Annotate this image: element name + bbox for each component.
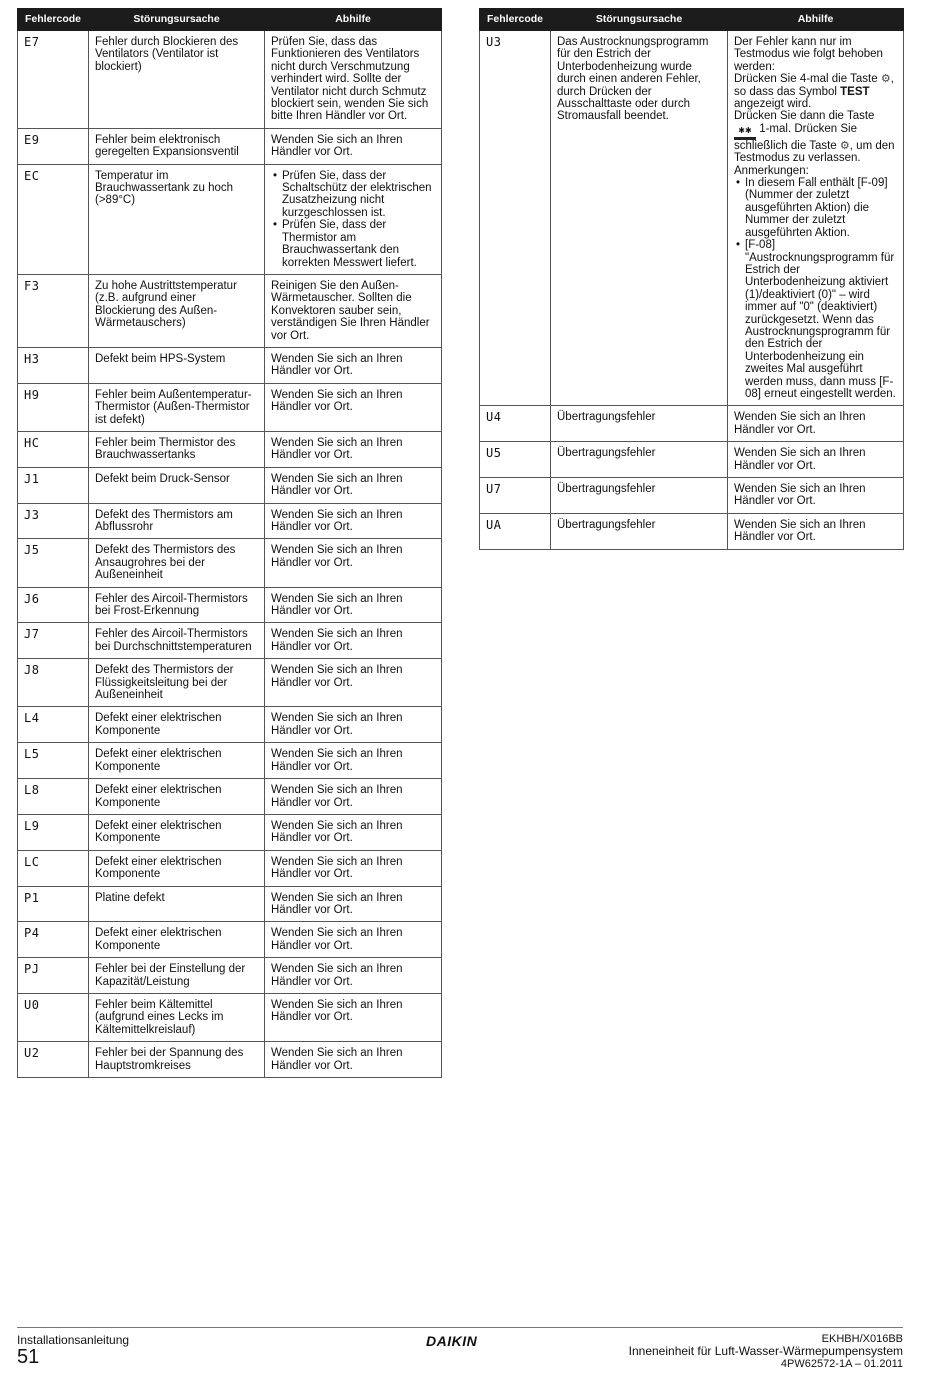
table-row (18, 347, 442, 383)
error-code: L4 (18, 707, 89, 743)
error-cause: Fehler des Aircoil-Thermistors bei Frost-Erkennung (89, 587, 265, 623)
error-code: P4 (18, 922, 89, 958)
header-fehlercode: Fehlercode (480, 9, 551, 31)
error-code: P1 (18, 886, 89, 922)
wrench-icon: ⚙ (880, 73, 891, 86)
table-row (18, 623, 442, 659)
footer-product: Inneneinheit für Luft-Wasser-Wärmepumpensystem (628, 1344, 903, 1358)
error-remedy: Reinigen Sie den Außen-Wärmetauscher. Sollten die Konvektoren sauber sein, verständigen Sie Ihren Händler vor Ort. (265, 274, 442, 347)
header-abhilfe: Abhilfe (728, 9, 904, 31)
table-row (18, 31, 442, 129)
error-cause: Defekt beim HPS-System (89, 347, 265, 383)
error-cause: Fehler beim Außentemperatur-Thermistor (Außen-Thermistor ist defekt) (89, 383, 265, 431)
remedy-list (271, 170, 435, 269)
table-row (18, 850, 442, 886)
error-code: U5 (480, 442, 551, 478)
error-remedy: Wenden Sie sich an Ihren Händler vor Ort. (265, 886, 442, 922)
header-fehlercode: Fehlercode (18, 9, 89, 31)
error-cause: Defekt des Thermistors am Abflussrohr (89, 503, 265, 539)
error-remedy: Wenden Sie sich an Ihren Händler vor Ort. (265, 347, 442, 383)
error-remedy: Wenden Sie sich an Ihren Händler vor Ort. (265, 1042, 442, 1078)
error-remedy: Wenden Sie sich an Ihren Händler vor Ort. (265, 383, 442, 431)
error-remedy: Wenden Sie sich an Ihren Händler vor Ort. (265, 128, 442, 164)
u3-notes-list (734, 177, 897, 400)
u3-step-press4 (734, 73, 897, 110)
table-row (18, 958, 442, 994)
table-row (18, 503, 442, 539)
error-table-right (479, 8, 904, 550)
error-cause: Fehler bei der Einstellung der Kapazität/Leistung (89, 958, 265, 994)
error-code: L9 (18, 814, 89, 850)
table-row (18, 659, 442, 707)
error-code: U2 (18, 1042, 89, 1078)
error-cause: Übertragungsfehler (551, 406, 728, 442)
error-remedy: Wenden Sie sich an Ihren Händler vor Ort. (265, 743, 442, 779)
table-row (18, 779, 442, 815)
error-code: J8 (18, 659, 89, 707)
table-row (480, 478, 904, 514)
error-remedy: Wenden Sie sich an Ihren Händler vor Ort. (265, 659, 442, 707)
u3-notes-label: Anmerkungen: (734, 164, 809, 177)
footer-model: EKHBH/X016BB (821, 1333, 903, 1345)
error-cause: Fehler des Aircoil-Thermistors bei Durchschnittstemperaturen (89, 623, 265, 659)
error-code: F3 (18, 274, 89, 347)
error-code: J1 (18, 467, 89, 503)
error-code: J3 (18, 503, 89, 539)
u3-press4-end: angezeigt wird. (734, 98, 812, 111)
daikin-logo: DAIKIN (426, 1333, 478, 1349)
error-cause: Fehler beim Kältemittel (aufgrund eines Lecks im Kältemittelkreislauf) (89, 993, 265, 1041)
table-row (18, 922, 442, 958)
error-cause: Übertragungsfehler (551, 513, 728, 549)
error-cause: Das Austrocknungsprogramm für den Estrich der Unterbodenheizung wurde durch einen anderen Fehler, durch Drücken der Ausschalttaste oder durch Stromausfall beendet. (551, 31, 728, 406)
error-cause: Fehler durch Blockieren des Ventilators (Ventilator ist blockiert) (89, 31, 265, 129)
error-remedy: Wenden Sie sich an Ihren Händler vor Ort. (265, 587, 442, 623)
error-remedy: Wenden Sie sich an Ihren Händler vor Ort. (265, 539, 442, 587)
u3-press1-pre: Drücken Sie dann die Taste (734, 110, 875, 123)
table-row (18, 431, 442, 467)
table-row (480, 31, 904, 406)
error-cause: Zu hohe Austrittstemperatur (z.B. aufgrund einer Blockierung des Außen-Wärmetauschers) (89, 274, 265, 347)
header-stoerungsursache: Störungsursache (89, 9, 265, 31)
error-cause: Defekt einer elektrischen Komponente (89, 779, 265, 815)
error-code: J5 (18, 539, 89, 587)
footer-doc-id: 4PW62572-1A – 01.2011 (780, 1358, 903, 1370)
error-remedy: Wenden Sie sich an Ihren Händler vor Ort. (265, 993, 442, 1041)
table-row (480, 442, 904, 478)
table-row (480, 406, 904, 442)
error-cause: Übertragungsfehler (551, 478, 728, 514)
confirm-button-icon: ✱✱ (734, 127, 756, 140)
list-item: • In diesem Fall enthält [F-09] (Nummer der zuletzt ausgeführten Aktion) die Nummer der zuletzt ausgeführten Aktion. (734, 177, 897, 239)
list-item: • Prüfen Sie, dass der Schaltschütz der elektrischen Zusatzheizung nicht kurzgeschlossen ist. (271, 170, 435, 220)
table-row (18, 814, 442, 850)
error-remedy: Wenden Sie sich an Ihren Händler vor Ort. (265, 922, 442, 958)
table-row (18, 587, 442, 623)
error-remedy: Wenden Sie sich an Ihren Händler vor Ort. (265, 503, 442, 539)
table-row (18, 1042, 442, 1078)
error-remedy: Wenden Sie sich an Ihren Händler vor Ort. (265, 850, 442, 886)
error-cause: Fehler beim elektronisch geregelten Expansionsventil (89, 128, 265, 164)
u3-press1-post: 1-mal. Drücken Sie schließlich die Taste (734, 122, 857, 152)
error-remedy: Wenden Sie sich an Ihren Händler vor Ort. (265, 814, 442, 850)
footer-divider (17, 1327, 903, 1328)
u3-intro: Der Fehler kann nur im Testmodus wie folgt behoben werden: (734, 36, 883, 73)
error-remedy-u3 (728, 31, 904, 406)
error-remedy: Wenden Sie sich an Ihren Händler vor Ort. (265, 467, 442, 503)
list-item: • Prüfen Sie, dass der Thermistor am Brauchwassertank den korrekten Messwert liefert. (271, 219, 435, 269)
u3-press4-post: , so dass das Symbol (734, 73, 894, 98)
table-row (18, 467, 442, 503)
error-code: PJ (18, 958, 89, 994)
table-row (18, 274, 442, 347)
error-code: H3 (18, 347, 89, 383)
error-remedy: Wenden Sie sich an Ihren Händler vor Ort. (265, 779, 442, 815)
error-remedy: Prüfen Sie, dass das Funktionieren des Ventilators nicht durch Verschmutzung verhindert wird. Sollte der Ventilator nicht durch Schmutz blockiert sein, wenden Sie sich bitte Ihren Händler vor Ort. (265, 31, 442, 129)
error-cause: Defekt einer elektrischen Komponente (89, 707, 265, 743)
error-code: H9 (18, 383, 89, 431)
error-cause: Defekt einer elektrischen Komponente (89, 814, 265, 850)
error-code: HC (18, 431, 89, 467)
error-remedy: Wenden Sie sich an Ihren Händler vor Ort. (728, 406, 904, 442)
error-code: U4 (480, 406, 551, 442)
error-code: E7 (18, 31, 89, 129)
error-remedy: Wenden Sie sich an Ihren Händler vor Ort. (728, 442, 904, 478)
table-header-row (18, 9, 442, 31)
error-remedy (265, 164, 442, 274)
error-cause: Platine defekt (89, 886, 265, 922)
error-code: EC (18, 164, 89, 274)
table-row (18, 128, 442, 164)
list-item: • [F-08] "Austrocknungsprogramm für Estrich der Unterbodenheizung aktiviert (1)/deaktiviert (0)" – wird immer auf "0" (deaktiviert) zurückgesetzt. Wenn das Austrocknungsprogramm für den Estrich der Unterbodenheizung ein zweites Mal ausgeführt werden muss, dann muss [F-08] erneut eingestellt werden. (734, 239, 897, 400)
error-remedy: Wenden Sie sich an Ihren Händler vor Ort. (265, 707, 442, 743)
error-remedy: Wenden Sie sich an Ihren Händler vor Ort. (265, 623, 442, 659)
table-header-row (480, 9, 904, 31)
table-row (18, 164, 442, 274)
error-cause: Temperatur im Brauchwassertank zu hoch (>89°C) (89, 164, 265, 274)
table-row (18, 707, 442, 743)
error-code: E9 (18, 128, 89, 164)
error-table-left (17, 8, 442, 1078)
error-cause: Übertragungsfehler (551, 442, 728, 478)
error-code: L5 (18, 743, 89, 779)
u3-press1-end: , um den Testmodus zu verlassen. (734, 139, 895, 165)
error-code: U0 (18, 993, 89, 1041)
error-remedy: Wenden Sie sich an Ihren Händler vor Ort. (265, 958, 442, 994)
error-remedy: Wenden Sie sich an Ihren Händler vor Ort. (728, 478, 904, 514)
error-cause: Defekt einer elektrischen Komponente (89, 850, 265, 886)
wrench-icon: ⚙ (839, 139, 850, 152)
table-row (18, 993, 442, 1041)
error-remedy: Wenden Sie sich an Ihren Händler vor Ort. (265, 431, 442, 467)
error-code: L8 (18, 779, 89, 815)
error-code: J6 (18, 587, 89, 623)
table-row (18, 886, 442, 922)
error-cause: Fehler beim Thermistor des Brauchwassertanks (89, 431, 265, 467)
error-cause: Defekt des Thermistors des Ansaugrohres bei der Außeneinheit (89, 539, 265, 587)
table-row (18, 383, 442, 431)
error-cause: Defekt des Thermistors der Flüssigkeitsleitung bei der Außeneinheit (89, 659, 265, 707)
error-code: J7 (18, 623, 89, 659)
error-cause: Fehler bei der Spannung des Hauptstromkreises (89, 1042, 265, 1078)
error-cause: Defekt beim Druck-Sensor (89, 467, 265, 503)
error-remedy: Wenden Sie sich an Ihren Händler vor Ort. (728, 513, 904, 549)
error-code: U3 (480, 31, 551, 406)
error-code: U7 (480, 478, 551, 514)
error-cause: Defekt einer elektrischen Komponente (89, 743, 265, 779)
error-cause: Defekt einer elektrischen Komponente (89, 922, 265, 958)
u3-step-press1 (734, 110, 897, 164)
u3-press4-pre: Drücken Sie 4-mal die Taste (734, 73, 878, 86)
header-stoerungsursache: Störungsursache (551, 9, 728, 31)
table-row (480, 513, 904, 549)
table-row (18, 743, 442, 779)
test-symbol: TEST (840, 85, 870, 98)
header-abhilfe: Abhilfe (265, 9, 442, 31)
error-code: LC (18, 850, 89, 886)
page-number: 51 (17, 1346, 40, 1368)
error-code: UA (480, 513, 551, 549)
footer-doc-type: Installationsanleitung (17, 1333, 130, 1347)
table-row (18, 539, 442, 587)
